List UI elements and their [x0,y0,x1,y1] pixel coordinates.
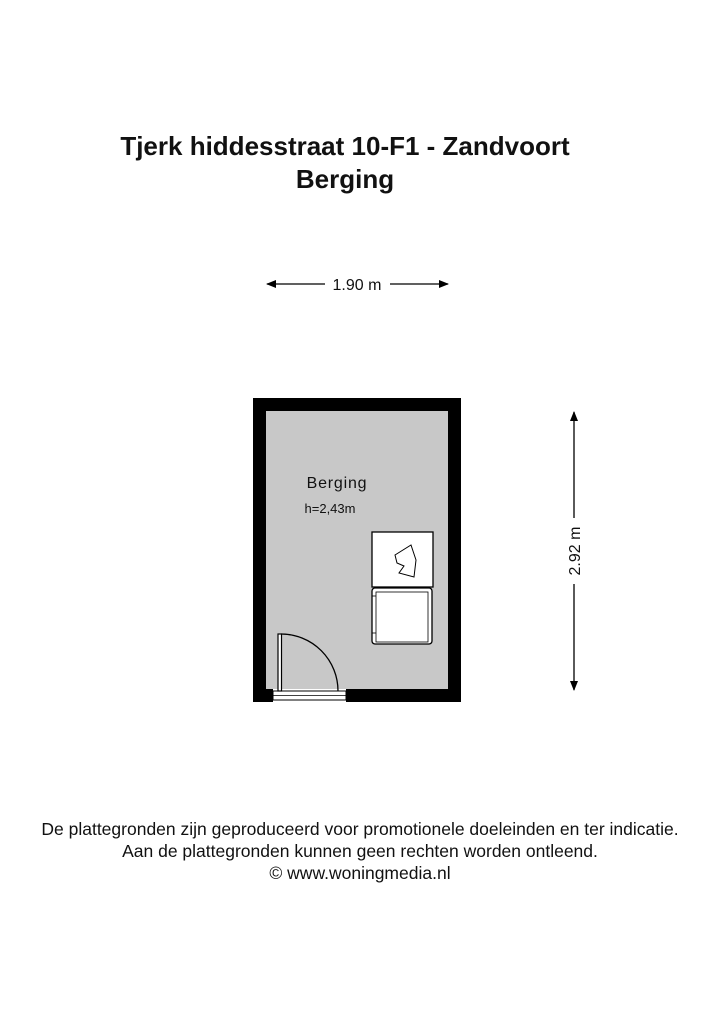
wall-right [448,398,461,702]
wall-bottom-left [253,689,273,702]
wall-top [253,398,461,411]
width-dimension [267,277,448,294]
room-name-label: Berging [306,475,368,492]
dryer-appliance [372,532,433,587]
disclaimer-line-2: Aan de plattegronden kunnen geen rechten worden ontleend. [122,841,598,861]
door-leaf [278,634,282,691]
depth-dimension-label: 2.92 m [567,526,584,576]
washing-machine-appliance [372,588,432,644]
door-threshold [273,691,346,700]
wall-left [253,398,266,702]
plan-subtitle: Berging [295,164,395,194]
copyright-line: © www.woningmedia.nl [269,863,451,883]
wall-bottom-right [346,689,461,702]
room-height-label: h=2,43m [304,501,356,516]
disclaimer-line-1: De plattegronden zijn geproduceerd voor promotionele doeleinden en ter indicatie. [41,819,679,839]
width-dimension-label: 1.90 m [332,277,382,294]
depth-dimension [567,412,584,690]
plan-title: Tjerk hiddesstraat 10-F1 - Zandvoort [120,131,570,161]
